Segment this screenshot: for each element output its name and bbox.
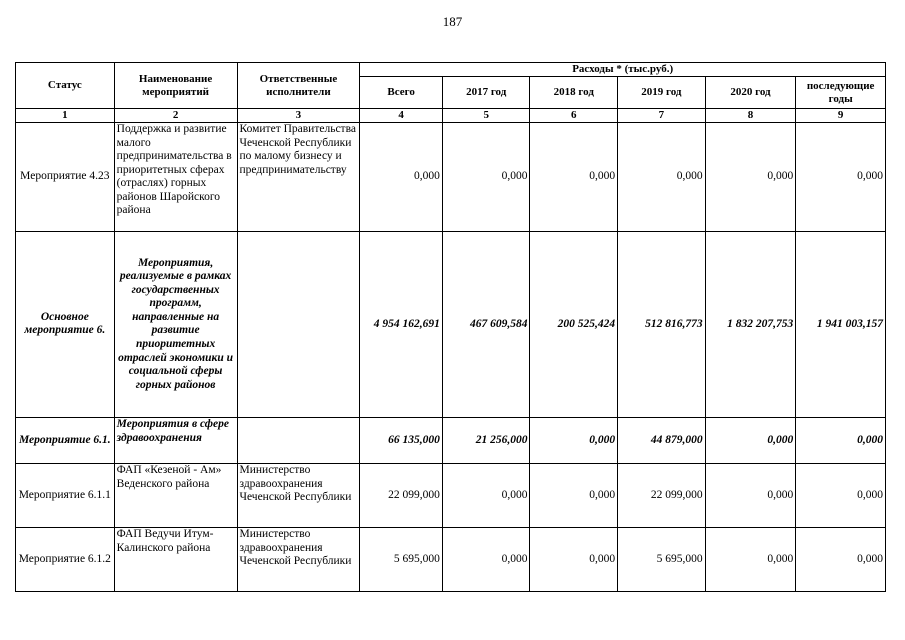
- year-2020-cell: 0,000: [705, 527, 796, 591]
- year-2019-cell: 512 816,773: [618, 231, 706, 417]
- name-cell: Мероприятия, реализуемые в рамках государственных программ, направленные на развитие приоритетных отраслей экономики и социальной сферы горных районов: [114, 231, 237, 417]
- total-header: Всего: [360, 77, 443, 109]
- executors-cell: Министерство здравоохранения Чеченской Республики: [237, 527, 360, 591]
- column-index: 7: [618, 109, 706, 123]
- year-2020-cell: 0,000: [705, 417, 796, 463]
- year-2020-cell: 0,000: [705, 122, 796, 231]
- header-row-1: [16, 63, 886, 77]
- expenses-table: [15, 62, 886, 592]
- expenses-header: Расходы * (тыс.руб.): [360, 63, 886, 77]
- later-years-header: последующие годы: [796, 77, 886, 109]
- table-row: [16, 122, 886, 231]
- total-cell: 4 954 162,691: [360, 231, 443, 417]
- year-2020-header: 2020 год: [705, 77, 796, 109]
- executors-cell: [237, 231, 360, 417]
- table-row: [16, 527, 886, 591]
- executors-cell: [237, 417, 360, 463]
- name-cell: Поддержка и развитие малого предпринимательства в приоритетных сферах (отраслях) горных районов Шаройского района: [114, 122, 237, 231]
- year-2017-cell: 467 609,584: [442, 231, 530, 417]
- status-cell: Мероприятие 6.1.1: [16, 463, 115, 527]
- year-2017-cell: 0,000: [442, 463, 530, 527]
- later-years-cell: 1 941 003,157: [796, 231, 886, 417]
- status-cell: Мероприятие 4.23: [16, 122, 115, 231]
- year-2019-cell: 5 695,000: [618, 527, 706, 591]
- column-index-row: [16, 109, 886, 123]
- table-row: [16, 417, 886, 463]
- executors-cell: Комитет Правительства Чеченской Республики по малому бизнесу и предпринимательству: [237, 122, 360, 231]
- column-index: 2: [114, 109, 237, 123]
- executors-header: Ответственные исполнители: [237, 63, 360, 109]
- year-2020-cell: 0,000: [705, 463, 796, 527]
- name-cell: ФАП «Кезеной - Ам» Веденского района: [114, 463, 237, 527]
- year-2019-cell: 22 099,000: [618, 463, 706, 527]
- column-index: 5: [442, 109, 530, 123]
- year-2018-cell: 200 525,424: [530, 231, 618, 417]
- total-cell: 5 695,000: [360, 527, 443, 591]
- year-2018-cell: 0,000: [530, 527, 618, 591]
- year-2019-cell: 44 879,000: [618, 417, 706, 463]
- total-cell: 0,000: [360, 122, 443, 231]
- page-number: 187: [442, 14, 463, 29]
- column-index: 3: [237, 109, 360, 123]
- year-2017-cell: 0,000: [442, 122, 530, 231]
- year-2020-cell: 1 832 207,753: [705, 231, 796, 417]
- total-cell: 66 135,000: [360, 417, 443, 463]
- column-index: 9: [796, 109, 886, 123]
- total-cell: 22 099,000: [360, 463, 443, 527]
- name-cell: ФАП Ведучи Итум-Калинского района: [114, 527, 237, 591]
- year-2018-cell: 0,000: [530, 463, 618, 527]
- name-header: Наименование мероприятий: [114, 63, 237, 109]
- later-years-cell: 0,000: [796, 527, 886, 591]
- later-years-cell: 0,000: [796, 417, 886, 463]
- name-cell: Мероприятия в сфере здравоохранения: [114, 417, 237, 463]
- status-cell: Основное мероприятие 6.: [16, 231, 115, 417]
- column-index: 1: [16, 109, 115, 123]
- status-cell: Мероприятие 6.1.: [16, 417, 115, 463]
- year-2019-header: 2019 год: [618, 77, 706, 109]
- year-2018-header: 2018 год: [530, 77, 618, 109]
- column-index: 6: [530, 109, 618, 123]
- column-index: 8: [705, 109, 796, 123]
- executors-cell: Министерство здравоохранения Чеченской Республики: [237, 463, 360, 527]
- year-2017-cell: 21 256,000: [442, 417, 530, 463]
- year-2019-cell: 0,000: [618, 122, 706, 231]
- later-years-cell: 0,000: [796, 122, 886, 231]
- table-row: [16, 231, 886, 417]
- status-cell: Мероприятие 6.1.2: [16, 527, 115, 591]
- year-2017-cell: 0,000: [442, 527, 530, 591]
- column-index: 4: [360, 109, 443, 123]
- year-2017-header: 2017 год: [442, 77, 530, 109]
- table-row: [16, 463, 886, 527]
- year-2018-cell: 0,000: [530, 122, 618, 231]
- status-header: Статус: [16, 63, 115, 109]
- year-2018-cell: 0,000: [530, 417, 618, 463]
- later-years-cell: 0,000: [796, 463, 886, 527]
